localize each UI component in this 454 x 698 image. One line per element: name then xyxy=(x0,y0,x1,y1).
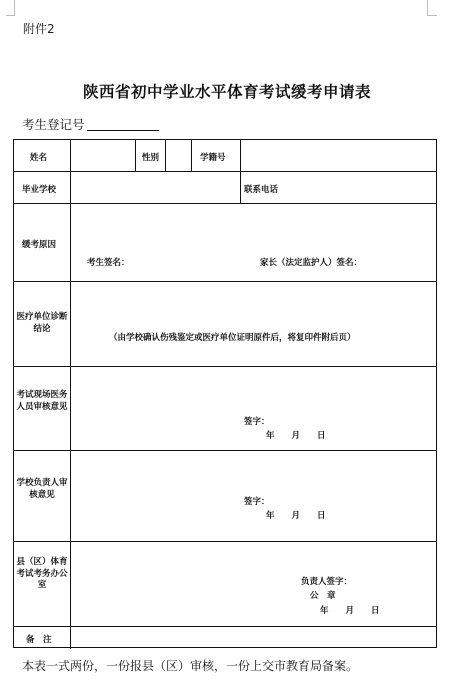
gender-field[interactable] xyxy=(166,141,190,170)
page-corner-mark-left xyxy=(6,0,15,16)
name-field[interactable] xyxy=(71,141,134,170)
guardian-signature-label: 家长（法定监护人）签名： xyxy=(260,258,363,268)
student-id-label: 学籍号 xyxy=(200,153,226,163)
footer-note: 本表一式两份，一份报县（区）审核，一份上交市教育局备案。 xyxy=(22,659,359,673)
student-signature-label: 考生签名： xyxy=(87,258,130,268)
school-label: 毕业学校 xyxy=(22,185,57,195)
county-seal-label: 公 章 xyxy=(310,591,336,601)
phone-label: 联系电话 xyxy=(244,185,279,195)
registration-number-field[interactable] xyxy=(87,119,159,131)
reason-label: 缓考原因 xyxy=(22,240,57,250)
row-divider xyxy=(14,450,436,451)
medical-diagnosis-label: 医疗单位诊断结论 xyxy=(16,312,68,334)
reason-field[interactable] xyxy=(71,205,436,280)
school-signature-label: 签字： xyxy=(244,497,270,507)
student-id-field[interactable] xyxy=(241,141,436,170)
school-date: 年 月 日 xyxy=(266,511,326,521)
column-divider xyxy=(135,140,136,171)
phone-field[interactable] xyxy=(294,173,436,202)
exam-date: 年 月 日 xyxy=(266,431,326,441)
gender-label: 性别 xyxy=(142,153,160,163)
row-divider xyxy=(14,541,436,542)
row-divider xyxy=(14,203,436,204)
registration-line xyxy=(22,115,159,133)
remarks-label: 备 注 xyxy=(26,635,52,645)
school-head-label: 学校负责人审核意见 xyxy=(16,478,68,500)
county-office-label: 县（区）体育考试考务办公室 xyxy=(16,557,68,590)
page-title: 陕西省初中学业水平体育考试缓考申请表 xyxy=(82,82,371,101)
remarks-field[interactable] xyxy=(71,627,436,647)
school-field[interactable] xyxy=(71,173,239,202)
county-signature-label: 负责人签字： xyxy=(301,577,353,587)
registration-label: 考生登记号 xyxy=(22,117,85,132)
county-date: 年 月 日 xyxy=(320,606,380,616)
exam-medical-staff-label: 考试现场医务人员审核意见 xyxy=(16,390,68,412)
name-label: 姓名 xyxy=(30,153,48,163)
exam-signature-label: 签字： xyxy=(244,417,270,427)
column-divider xyxy=(191,140,192,171)
row-divider xyxy=(14,171,436,172)
row-divider xyxy=(14,366,436,367)
page-corner-mark-right xyxy=(427,0,437,16)
medical-note: （由学校确认伤残鉴定或医疗单位证明原件后，将复印件附后页） xyxy=(109,333,356,343)
attachment-label: 附件2 xyxy=(23,22,55,36)
row-divider xyxy=(14,281,436,282)
application-form xyxy=(13,139,437,648)
